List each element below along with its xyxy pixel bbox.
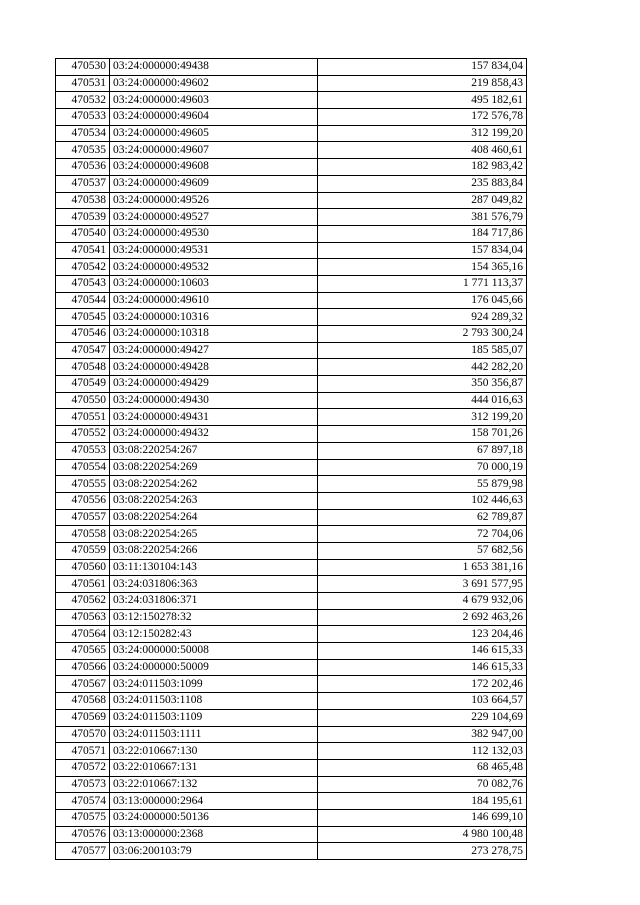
table-row (56, 75, 527, 92)
value-cell: 381 576,79 (318, 209, 527, 226)
row-number-cell: 470549 (56, 376, 110, 393)
value-cell: 146 699,10 (318, 809, 527, 826)
value-cell: 182 983,42 (318, 159, 527, 176)
value-cell: 184 717,86 (318, 225, 527, 242)
cadastral-number-cell: 03:11:130104:143 (110, 559, 318, 576)
table-row (56, 576, 527, 593)
cadastral-number-cell: 03:24:000000:49427 (110, 342, 318, 359)
cadastral-number-cell: 03:24:031806:371 (110, 593, 318, 610)
cadastral-number-cell: 03:22:010667:131 (110, 759, 318, 776)
row-number-cell: 470541 (56, 242, 110, 259)
value-cell: 444 016,63 (318, 392, 527, 409)
cadastral-number-cell: 03:13:000000:2964 (110, 793, 318, 810)
row-number-cell: 470569 (56, 709, 110, 726)
row-number-cell: 470575 (56, 809, 110, 826)
cadastral-number-cell: 03:08:220254:264 (110, 509, 318, 526)
table-row (56, 826, 527, 843)
cadastral-number-cell: 03:12:150282:43 (110, 626, 318, 643)
cadastral-number-cell: 03:24:000000:49603 (110, 92, 318, 109)
row-number-cell: 470577 (56, 843, 110, 860)
cadastral-value-table (55, 58, 527, 860)
value-cell: 72 704,06 (318, 526, 527, 543)
value-cell: 62 789,87 (318, 509, 527, 526)
row-number-cell: 470576 (56, 826, 110, 843)
table-row (56, 59, 527, 76)
row-number-cell: 470562 (56, 593, 110, 610)
table-row (56, 442, 527, 459)
value-cell: 67 897,18 (318, 442, 527, 459)
table-row (56, 192, 527, 209)
cadastral-number-cell: 03:24:000000:49429 (110, 376, 318, 393)
value-cell: 158 701,26 (318, 426, 527, 443)
cadastral-number-cell: 03:24:000000:10318 (110, 326, 318, 343)
cadastral-number-cell: 03:24:000000:49608 (110, 159, 318, 176)
table-row (56, 142, 527, 159)
row-number-cell: 470557 (56, 509, 110, 526)
value-cell: 157 834,04 (318, 242, 527, 259)
row-number-cell: 470564 (56, 626, 110, 643)
value-cell: 4 980 100,48 (318, 826, 527, 843)
cadastral-number-cell: 03:24:000000:49530 (110, 225, 318, 242)
row-number-cell: 470548 (56, 359, 110, 376)
row-number-cell: 470534 (56, 125, 110, 142)
value-cell: 287 049,82 (318, 192, 527, 209)
row-number-cell: 470542 (56, 259, 110, 276)
cadastral-number-cell: 03:24:000000:49430 (110, 392, 318, 409)
value-cell: 184 195,61 (318, 793, 527, 810)
row-number-cell: 470553 (56, 442, 110, 459)
table-row (56, 309, 527, 326)
row-number-cell: 470555 (56, 476, 110, 493)
value-cell: 103 664,57 (318, 693, 527, 710)
table-row (56, 125, 527, 142)
row-number-cell: 470545 (56, 309, 110, 326)
value-cell: 924 289,32 (318, 309, 527, 326)
row-number-cell: 470560 (56, 559, 110, 576)
table-row (56, 609, 527, 626)
table-row (56, 225, 527, 242)
table-row (56, 359, 527, 376)
cadastral-number-cell: 03:24:000000:49605 (110, 125, 318, 142)
table-row (56, 376, 527, 393)
row-number-cell: 470566 (56, 659, 110, 676)
value-cell: 1 653 381,16 (318, 559, 527, 576)
cadastral-number-cell: 03:08:220254:269 (110, 459, 318, 476)
row-number-cell: 470533 (56, 109, 110, 126)
row-number-cell: 470535 (56, 142, 110, 159)
value-cell: 2 793 300,24 (318, 326, 527, 343)
value-cell: 176 045,66 (318, 292, 527, 309)
value-cell: 102 446,63 (318, 492, 527, 509)
row-number-cell: 470530 (56, 59, 110, 76)
cadastral-number-cell: 03:24:000000:50008 (110, 643, 318, 660)
table-row (56, 843, 527, 860)
cadastral-number-cell: 03:24:000000:49428 (110, 359, 318, 376)
cadastral-number-cell: 03:08:220254:263 (110, 492, 318, 509)
cadastral-number-cell: 03:08:220254:267 (110, 442, 318, 459)
value-cell: 146 615,33 (318, 659, 527, 676)
table-row (56, 159, 527, 176)
value-cell: 442 282,20 (318, 359, 527, 376)
value-cell: 154 365,16 (318, 259, 527, 276)
value-cell: 1 771 113,37 (318, 275, 527, 292)
value-cell: 146 615,33 (318, 643, 527, 660)
cadastral-number-cell: 03:24:031806:363 (110, 576, 318, 593)
value-cell: 57 682,56 (318, 542, 527, 559)
cadastral-number-cell: 03:08:220254:262 (110, 476, 318, 493)
row-number-cell: 470532 (56, 92, 110, 109)
table-row (56, 342, 527, 359)
table-row (56, 559, 527, 576)
row-number-cell: 470544 (56, 292, 110, 309)
value-cell: 4 679 932,06 (318, 593, 527, 610)
cadastral-number-cell: 03:24:000000:49526 (110, 192, 318, 209)
table-row (56, 676, 527, 693)
value-cell: 2 692 463,26 (318, 609, 527, 626)
row-number-cell: 470546 (56, 326, 110, 343)
cadastral-number-cell: 03:06:200103:79 (110, 843, 318, 860)
table-row (56, 426, 527, 443)
row-number-cell: 470573 (56, 776, 110, 793)
row-number-cell: 470563 (56, 609, 110, 626)
row-number-cell: 470572 (56, 759, 110, 776)
table-row (56, 509, 527, 526)
table-row (56, 542, 527, 559)
table-row (56, 409, 527, 426)
table-row (56, 643, 527, 660)
table-row (56, 476, 527, 493)
row-number-cell: 470561 (56, 576, 110, 593)
value-cell: 55 879,98 (318, 476, 527, 493)
table-row (56, 793, 527, 810)
table-row (56, 392, 527, 409)
table-row (56, 526, 527, 543)
cadastral-number-cell: 03:24:011503:1099 (110, 676, 318, 693)
table-row (56, 292, 527, 309)
value-cell: 273 278,75 (318, 843, 527, 860)
cadastral-number-cell: 03:24:000000:49610 (110, 292, 318, 309)
cadastral-number-cell: 03:24:000000:49609 (110, 175, 318, 192)
cadastral-number-cell: 03:24:000000:49431 (110, 409, 318, 426)
value-cell: 172 202,46 (318, 676, 527, 693)
row-number-cell: 470543 (56, 275, 110, 292)
row-number-cell: 470539 (56, 209, 110, 226)
table-row (56, 326, 527, 343)
table-row (56, 726, 527, 743)
row-number-cell: 470558 (56, 526, 110, 543)
table-row (56, 492, 527, 509)
value-cell: 68 465,48 (318, 759, 527, 776)
table-row (56, 242, 527, 259)
cadastral-number-cell: 03:24:000000:49602 (110, 75, 318, 92)
cadastral-number-cell: 03:24:011503:1108 (110, 693, 318, 710)
cadastral-number-cell: 03:24:000000:10316 (110, 309, 318, 326)
row-number-cell: 470568 (56, 693, 110, 710)
table-body (56, 59, 527, 860)
cadastral-number-cell: 03:24:011503:1111 (110, 726, 318, 743)
value-cell: 229 104,69 (318, 709, 527, 726)
value-cell: 3 691 577,95 (318, 576, 527, 593)
row-number-cell: 470565 (56, 643, 110, 660)
cadastral-number-cell: 03:24:000000:49532 (110, 259, 318, 276)
value-cell: 157 834,04 (318, 59, 527, 76)
cadastral-number-cell: 03:24:000000:10603 (110, 275, 318, 292)
cadastral-number-cell: 03:24:000000:49438 (110, 59, 318, 76)
table-row (56, 259, 527, 276)
value-cell: 185 585,07 (318, 342, 527, 359)
table-row (56, 459, 527, 476)
row-number-cell: 470574 (56, 793, 110, 810)
cadastral-number-cell: 03:08:220254:266 (110, 542, 318, 559)
cadastral-number-cell: 03:24:000000:49527 (110, 209, 318, 226)
value-cell: 312 199,20 (318, 125, 527, 142)
table-row (56, 709, 527, 726)
table-row (56, 759, 527, 776)
value-cell: 235 883,84 (318, 175, 527, 192)
table-row (56, 275, 527, 292)
cadastral-number-cell: 03:12:150278:32 (110, 609, 318, 626)
cadastral-number-cell: 03:22:010667:130 (110, 743, 318, 760)
table-row (56, 626, 527, 643)
cadastral-number-cell: 03:24:000000:49432 (110, 426, 318, 443)
row-number-cell: 470559 (56, 542, 110, 559)
row-number-cell: 470571 (56, 743, 110, 760)
row-number-cell: 470567 (56, 676, 110, 693)
value-cell: 112 132,03 (318, 743, 527, 760)
row-number-cell: 470551 (56, 409, 110, 426)
table-row (56, 743, 527, 760)
row-number-cell: 470537 (56, 175, 110, 192)
table-row (56, 209, 527, 226)
row-number-cell: 470554 (56, 459, 110, 476)
row-number-cell: 470531 (56, 75, 110, 92)
row-number-cell: 470538 (56, 192, 110, 209)
value-cell: 123 204,46 (318, 626, 527, 643)
row-number-cell: 470570 (56, 726, 110, 743)
table-row (56, 659, 527, 676)
cadastral-number-cell: 03:24:000000:50009 (110, 659, 318, 676)
value-cell: 408 460,61 (318, 142, 527, 159)
row-number-cell: 470540 (56, 225, 110, 242)
row-number-cell: 470547 (56, 342, 110, 359)
value-cell: 70 000,19 (318, 459, 527, 476)
table-row (56, 175, 527, 192)
cadastral-number-cell: 03:08:220254:265 (110, 526, 318, 543)
value-cell: 70 082,76 (318, 776, 527, 793)
value-cell: 350 356,87 (318, 376, 527, 393)
cadastral-number-cell: 03:22:010667:132 (110, 776, 318, 793)
table-row (56, 776, 527, 793)
row-number-cell: 470536 (56, 159, 110, 176)
value-cell: 382 947,00 (318, 726, 527, 743)
value-cell: 312 199,20 (318, 409, 527, 426)
table-row (56, 109, 527, 126)
value-cell: 219 858,43 (318, 75, 527, 92)
cadastral-number-cell: 03:24:000000:50136 (110, 809, 318, 826)
cadastral-number-cell: 03:24:000000:49531 (110, 242, 318, 259)
table-row (56, 809, 527, 826)
row-number-cell: 470552 (56, 426, 110, 443)
table-row (56, 593, 527, 610)
cadastral-number-cell: 03:24:000000:49607 (110, 142, 318, 159)
row-number-cell: 470556 (56, 492, 110, 509)
row-number-cell: 470550 (56, 392, 110, 409)
value-cell: 172 576,78 (318, 109, 527, 126)
cadastral-number-cell: 03:24:000000:49604 (110, 109, 318, 126)
cadastral-number-cell: 03:24:011503:1109 (110, 709, 318, 726)
value-cell: 495 182,61 (318, 92, 527, 109)
cadastral-number-cell: 03:13:000000:2368 (110, 826, 318, 843)
table-row (56, 693, 527, 710)
table-row (56, 92, 527, 109)
